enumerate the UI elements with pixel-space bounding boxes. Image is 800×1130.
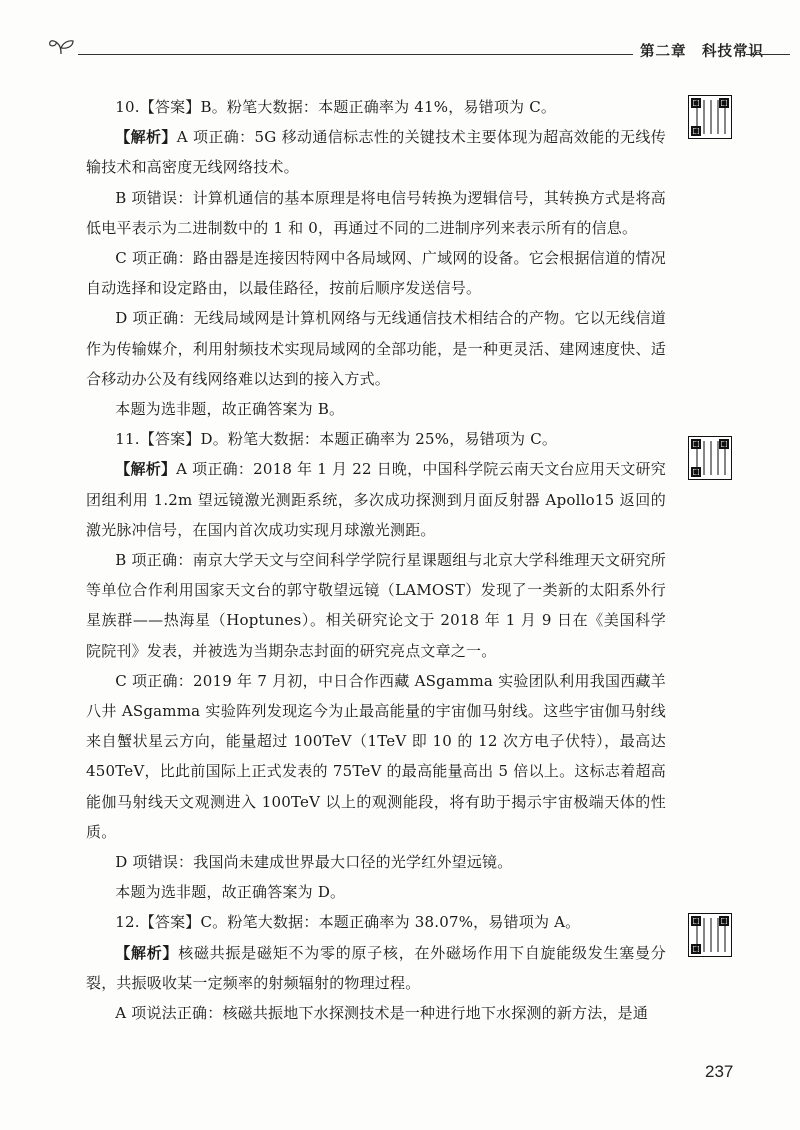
paragraph-text: 12.【答案】C。粉笔大数据：本题正确率为 38.07%，易错项为 A。 (115, 913, 581, 932)
paragraph-text: A 项正确：2018 年 1 月 22 日晚，中国科学院云南天文台应用天文研究团组利用 1.2m 望远镜激光测距系统，多次成功探测到月面反射器 Apollo15 返回的激光脉冲信号，在国内首次成功实现月球激光测距。 (86, 460, 666, 539)
paragraph (86, 303, 666, 394)
header-rule-end (746, 54, 790, 55)
paragraph-text: B 项正确：南京大学天文与空间科学学院行星课题组与北京大学科维理天文研究所等单位合作利用国家天文台的郭守敬望远镜（LAMOST）发现了一类新的太阳系外行星族群——热海星（Hoptunes）。相关研究论文于 2018 年 1 月 9 日在《美国科学院院刊》发表，并被选为当期杂志封面的研究亮点文章之一。 (86, 551, 666, 660)
paragraph-text: 本题为选非题，故正确答案为 D。 (115, 883, 346, 902)
chapter-title: 第二章 科技常识 (640, 44, 764, 60)
paragraph (86, 847, 666, 877)
paragraph-text: 本题为选非题，故正确答案为 B。 (115, 400, 345, 419)
paragraph (86, 92, 666, 122)
paragraph (86, 545, 666, 666)
paragraph (86, 998, 666, 1028)
paragraph (86, 666, 666, 847)
sprout-icon (48, 36, 76, 56)
paragraph-text: 10.【答案】B。粉笔大数据：本题正确率为 41%，易错项为 C。 (115, 98, 557, 116)
paragraph (86, 454, 666, 545)
qr-code-icon[interactable] (688, 436, 732, 480)
page-header (48, 34, 788, 62)
paragraph-text: C 项正确：2019 年 7 月初，中日合作西藏 ASgamma 实验团队利用我国西藏羊八井 ASgamma 实验阵列发现迄今为止最高能量的宇宙伽马射线。这些宇宙伽马射线来自蟹状星云方向，能量超过 100TeV（1TeV 即 10 的 12 次方电子伏特），最高达 450TeV，比此前国际上正式发表的 75TeV 的最高能量高出 5 倍以上。这标志着超高能伽马射线天文观测进入 100TeV 以上的观测能段，将有助于揭示宇宙极端天体的性质。 (86, 671, 666, 841)
paragraph-text: B 项错误：计算机通信的基本原理是将电信号转换为逻辑信号，其转换方式是将高低电平表示为二进制数中的 1 和 0，再通过不同的二进制序列来表示所有的信息。 (86, 188, 666, 237)
paragraph (86, 877, 666, 907)
paragraph (86, 938, 666, 998)
paragraph-text: A 项正确：5G 移动通信标志性的关键技术主要体现为超高效能的无线传输技术和高密度无线网络技术。 (86, 128, 666, 177)
paragraph-text: C 项正确：路由器是连接因特网中各局域网、广域网的设备。它会根据信道的情况自动选择和设定路由，以最佳路径，按前后顺序发送信号。 (86, 249, 666, 298)
header-rule (78, 54, 633, 55)
paragraph (86, 122, 666, 182)
paragraph-text: 11.【答案】D。粉笔大数据：本题正确率为 25%，易错项为 C。 (115, 430, 558, 449)
paragraph-text: A 项说法正确：核磁共振地下水探测技术是一种进行地下水探测的新方法，是通 (115, 1004, 649, 1023)
paragraph-text: D 项错误：我国尚未建成世界最大口径的光学红外望远镜。 (115, 853, 513, 872)
analysis-tag: 【解析】 (115, 943, 179, 962)
qr-code-icon[interactable] (688, 913, 732, 957)
paragraph-text: 核磁共振是磁矩不为零的原子核，在外磁场作用下自旋能级发生塞曼分裂，共振吸收某一定频率的射频辐射的物理过程。 (86, 943, 666, 992)
paragraph (86, 907, 666, 937)
analysis-tag: 【解析】 (115, 128, 177, 147)
paragraph (86, 243, 666, 303)
paragraph (86, 394, 666, 424)
paragraph (86, 183, 666, 243)
analysis-tag: 【解析】 (115, 460, 177, 479)
page-number: 237 (705, 1062, 734, 1081)
qr-code-icon[interactable] (688, 95, 732, 139)
paragraph (86, 424, 666, 454)
answer-explanation-body (86, 92, 666, 1028)
paragraph-text: D 项正确：无线局域网是计算机网络与无线通信技术相结合的产物。它以无线信道作为传输媒介，利用射频技术实现局域网的全部功能，是一种更灵活、建网速度快、适合移动办公及有线网络难以达到的接入方式。 (86, 309, 666, 388)
